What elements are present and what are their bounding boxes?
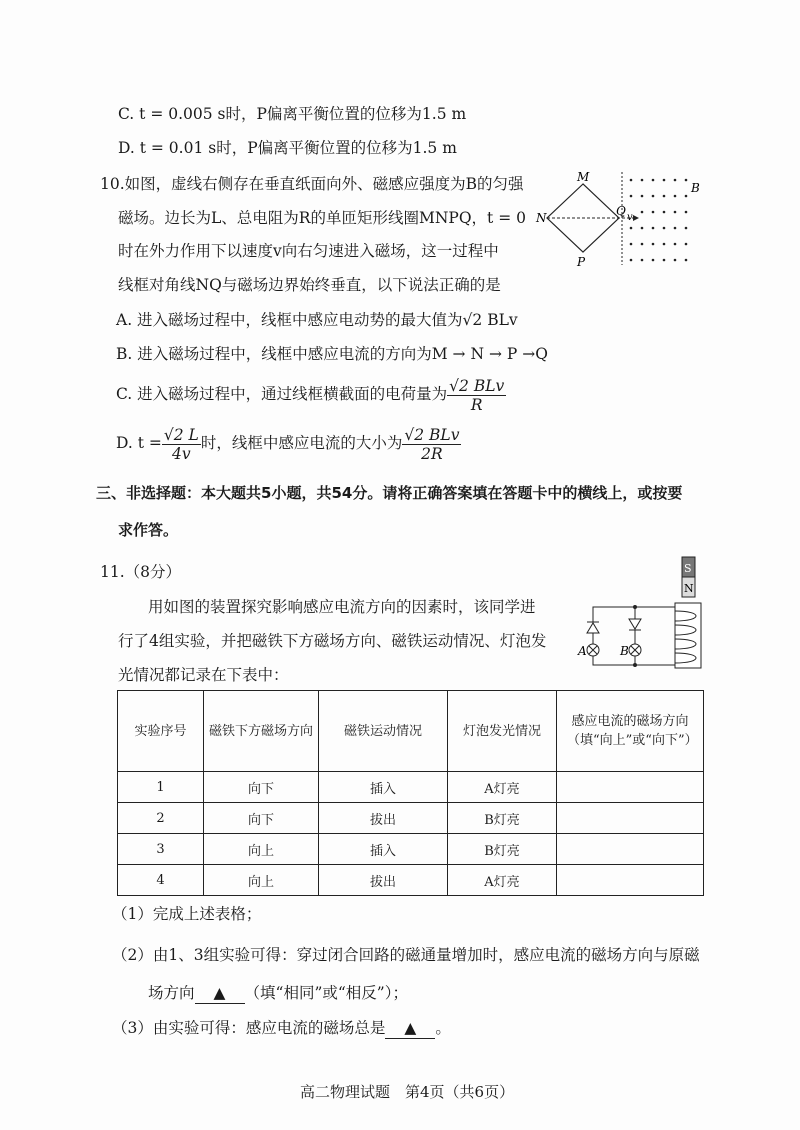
- section3-heading: 三、非选择题：本大题共5小题，共54分。请将正确答案填在答题卡中的横线上，或按要: [96, 484, 683, 502]
- answer-blank[interactable]: ▲: [195, 983, 245, 1004]
- answer-cell[interactable]: [557, 865, 704, 896]
- section3-heading-cont: 求作答。: [118, 521, 179, 539]
- q10-stem-4: 线框对角线NQ与磁场边界始终垂直，以下说法正确的是: [118, 276, 501, 294]
- fraction: [162, 426, 201, 463]
- table-cell: B灯亮: [448, 834, 557, 865]
- table-cell: 拔出: [319, 803, 448, 834]
- sub2-prefix: 场方向: [148, 984, 195, 1002]
- header-cell: 感应电流的磁场方向（填“向上”或“向下”）: [557, 691, 704, 772]
- numerator: √2 L: [163, 425, 199, 444]
- sub3-suffix: 。: [435, 1019, 451, 1037]
- q10-stem-2: 磁场。边长为L、总电阻为R的单匝矩形线圈MNPQ，t = 0: [118, 209, 526, 227]
- table-cell: A灯亮: [448, 772, 557, 803]
- q11-sub2-line2: [148, 983, 408, 1004]
- label-b: B: [691, 181, 700, 195]
- table-cell: 3: [118, 834, 204, 865]
- header-cell: 磁铁运动情况: [319, 691, 448, 772]
- header-cell: 实验序号: [118, 691, 204, 772]
- answer-cell[interactable]: [557, 834, 704, 865]
- q11-circuit-diagram: [575, 555, 705, 675]
- q10-figure-diagram: [535, 170, 705, 270]
- q11-stem-2: 行了4组实验，并把磁铁下方磁场方向、磁铁运动情况、灯泡发: [118, 632, 547, 650]
- answer-cell[interactable]: [557, 803, 704, 834]
- lamp-b-label: B: [620, 644, 629, 658]
- table-cell: 1: [118, 772, 204, 803]
- q10-option-b: B. 进入磁场过程中，线框中感应电流的方向为M → N → P →Q: [116, 345, 548, 363]
- q10-option-c: [116, 374, 506, 414]
- magnet-s-label: S: [684, 562, 692, 575]
- denominator: 2R: [421, 444, 443, 463]
- experiment-table: [117, 690, 704, 896]
- table-row: [118, 803, 704, 834]
- q10-stem-3: 时在外力作用下以速度v向右匀速进入磁场，这一过程中: [118, 242, 499, 260]
- q10-option-a: A. 进入磁场过程中，线框中感应电动势的最大值为√2 BLv: [116, 311, 518, 329]
- page-footer: 高二物理试题 第4页（共6页）: [300, 1083, 515, 1101]
- table-cell: 向下: [204, 803, 319, 834]
- sub3-prefix: （3）由实验可得：感应电流的磁场总是: [112, 1019, 386, 1037]
- table-cell: 向上: [204, 865, 319, 896]
- label-m: M: [577, 170, 590, 184]
- q10-stem-1: 10.如图，虚线右侧存在垂直纸面向外、磁感应强度为B的匀强: [100, 175, 524, 193]
- table-row: [118, 865, 704, 896]
- denominator: R: [470, 395, 483, 414]
- magnet-n-label: N: [684, 582, 694, 595]
- table-cell: 4: [118, 865, 204, 896]
- denominator: 4v: [172, 444, 191, 463]
- header-cell: 磁铁下方磁场方向: [204, 691, 319, 772]
- table-cell: 2: [118, 803, 204, 834]
- label-q: Q: [616, 204, 626, 218]
- q9-option-d: D. t = 0.01 s时，P偏离平衡位置的位移为1.5 m: [118, 139, 457, 157]
- table-row: [118, 834, 704, 865]
- table-cell: 插入: [319, 834, 448, 865]
- lamp-a-label: A: [578, 644, 587, 658]
- label-n: N: [536, 211, 547, 225]
- q11-sub1: （1）完成上述表格；: [112, 905, 262, 923]
- option-d-text: 时，线框中感应电流的大小为: [200, 434, 403, 452]
- option-c-text: C. 进入磁场过程中，通过线框横截面的电荷量为: [116, 385, 448, 403]
- table-header-row: [118, 691, 704, 772]
- q11-stem-3: 光情况都记录在下表中：: [118, 666, 289, 684]
- table-cell: 向上: [204, 834, 319, 865]
- q11-sub3: [112, 1018, 451, 1039]
- label-p: P: [577, 255, 586, 269]
- fraction: [402, 426, 461, 463]
- sub2-suffix: （填“相同”或“相反”）；: [244, 984, 408, 1002]
- answer-blank[interactable]: ▲: [385, 1018, 435, 1039]
- q10-option-d: [116, 423, 461, 463]
- table-cell: A灯亮: [448, 865, 557, 896]
- q11-stem-1: 用如图的装置探究影响感应电流方向的因素时，该同学进: [148, 598, 536, 616]
- answer-cell[interactable]: [557, 772, 704, 803]
- table-cell: 拔出: [319, 865, 448, 896]
- q11-sub2-line1: （2）由1、3组实验可得：穿过闭合回路的磁通量增加时，感应电流的磁场方向与原磁: [112, 946, 700, 964]
- table-cell: 插入: [319, 772, 448, 803]
- header-cell: 灯泡发光情况: [448, 691, 557, 772]
- table-cell: B灯亮: [448, 803, 557, 834]
- label-v: v: [627, 212, 633, 223]
- option-d-prefix: D. t =: [116, 434, 162, 452]
- q9-option-c: C. t = 0.005 s时，P偏离平衡位置的位移为1.5 m: [118, 105, 467, 123]
- numerator: √2 BLv: [404, 425, 460, 444]
- q11-header: 11.（8分）: [100, 563, 182, 581]
- numerator: √2 BLv: [449, 376, 505, 395]
- table-row: [118, 772, 704, 803]
- fraction: [447, 377, 506, 414]
- table-cell: 向下: [204, 772, 319, 803]
